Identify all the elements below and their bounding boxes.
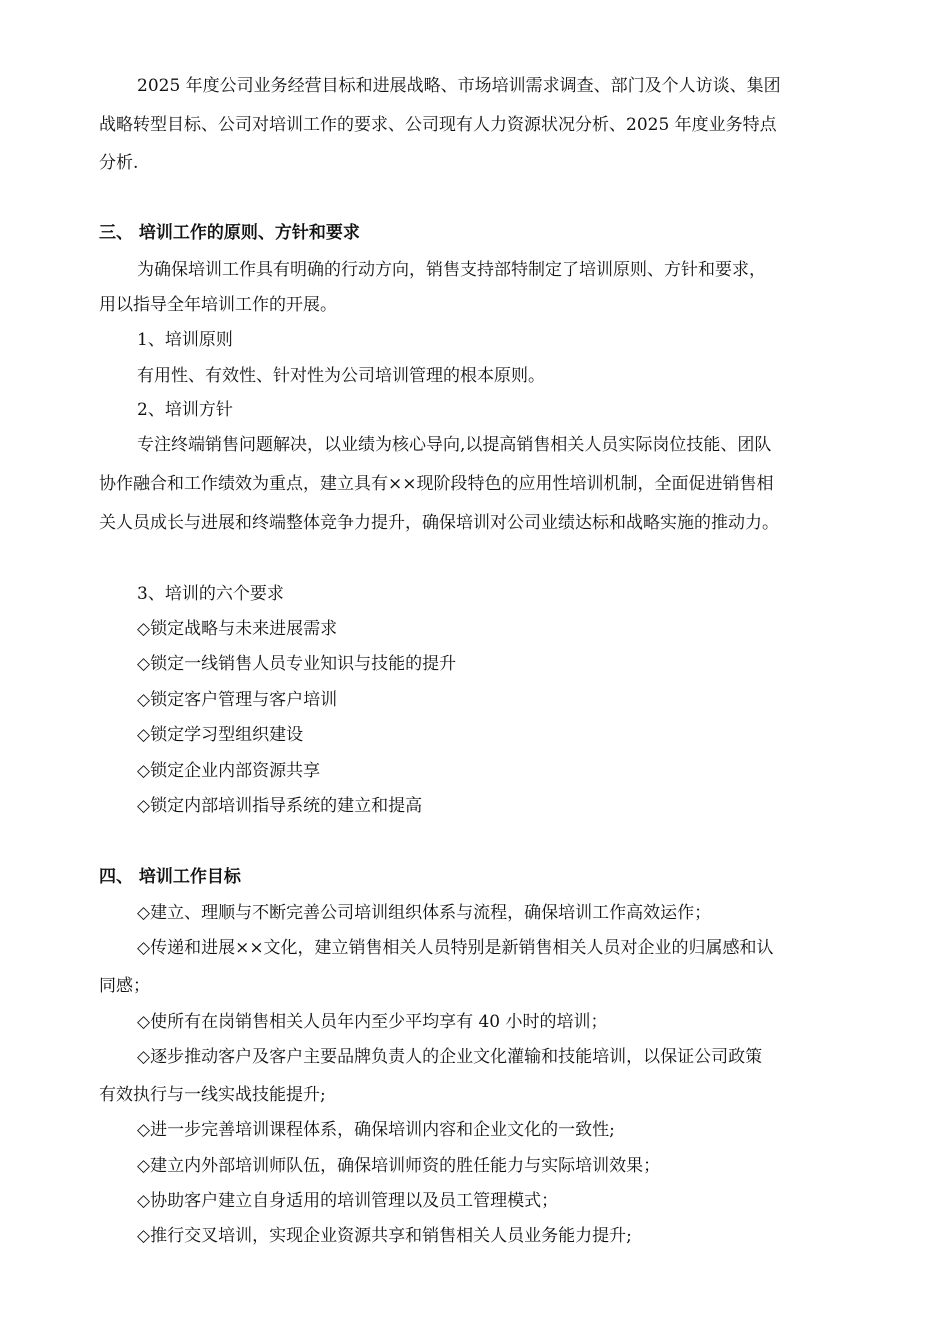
goal-item: ◇协助客户建立自身适用的培训管理以及员工管理模式； [137, 1191, 559, 1211]
goal-item: ◇建立、理顺与不断完善公司培训组织体系与流程，确保培训工作高效运作； [137, 903, 712, 923]
goal-item: ◇使所有在岗销售相关人员年内至少平均享有 40 小时的培训； [137, 1012, 608, 1032]
intro-line-3: 分析. [99, 153, 139, 173]
goal-item-continuation: 有效执行与一线实战技能提升; [99, 1085, 326, 1105]
requirement-item: ◇锁定学习型组织建设 [137, 725, 304, 745]
policy-title: 2、培训方针 [137, 400, 233, 420]
goal-item: ◇进一步完善培训课程体系，确保培训内容和企业文化的一致性; [137, 1120, 615, 1140]
requirements-title: 3、培训的六个要求 [137, 584, 284, 604]
section-3-paragraph-line-2: 用以指导全年培训工作的开展。 [99, 295, 337, 315]
section-4-heading: 四、 培训工作目标 [99, 867, 241, 887]
intro-line-2: 战略转型目标、公司对培训工作的要求、公司现有人力资源状况分析、2025 年度业务特点 [99, 115, 777, 135]
goal-item-continuation: 同感； [99, 976, 150, 996]
goal-item: ◇逐步推动客户及客户主要品牌负责人的企业文化灌输和技能培训，以保证公司政策 [137, 1047, 763, 1067]
goal-item: ◇推行交叉培训，实现企业资源共享和销售相关人员业务能力提升; [137, 1226, 632, 1246]
policy-line-2: 协作融合和工作绩效为重点，建立具有××现阶段特色的应用性培训机制，全面促进销售相 [99, 474, 774, 494]
section-3-heading: 三、 培训工作的原则、方针和要求 [99, 223, 360, 243]
requirement-item: ◇锁定一线销售人员专业知识与技能的提升 [137, 654, 457, 674]
requirement-item: ◇锁定客户管理与客户培训 [137, 690, 338, 710]
requirement-item: ◇锁定企业内部资源共享 [137, 761, 321, 781]
requirement-item: ◇锁定内部培训指导系统的建立和提高 [137, 796, 423, 816]
policy-line-1: 专注终端销售问题解决，以业绩为核心导向,以提高销售相关人员实际岗位技能、团队 [137, 435, 772, 455]
intro-line-1: 2025 年度公司业务经营目标和进展战略、市场培训需求调查、部门及个人访谈、集团 [137, 76, 781, 96]
goal-item: ◇传递和进展××文化，建立销售相关人员特别是新销售相关人员对企业的归属感和认 [137, 938, 774, 958]
policy-line-3: 关人员成长与进展和终端整体竞争力提升，确保培训对公司业绩达标和战略实施的推动力。 [99, 513, 779, 533]
principle-text: 有用性、有效性、针对性为公司培训管理的根本原则。 [137, 366, 545, 386]
section-3-paragraph-line-1: 为确保培训工作具有明确的行动方向，销售支持部特制定了培训原则、方针和要求， [137, 260, 766, 280]
goal-item: ◇建立内外部培训师队伍，确保培训师资的胜任能力与实际培训效果； [137, 1156, 661, 1176]
principle-title: 1、培训原则 [137, 330, 233, 350]
requirement-item: ◇锁定战略与未来进展需求 [137, 619, 338, 639]
